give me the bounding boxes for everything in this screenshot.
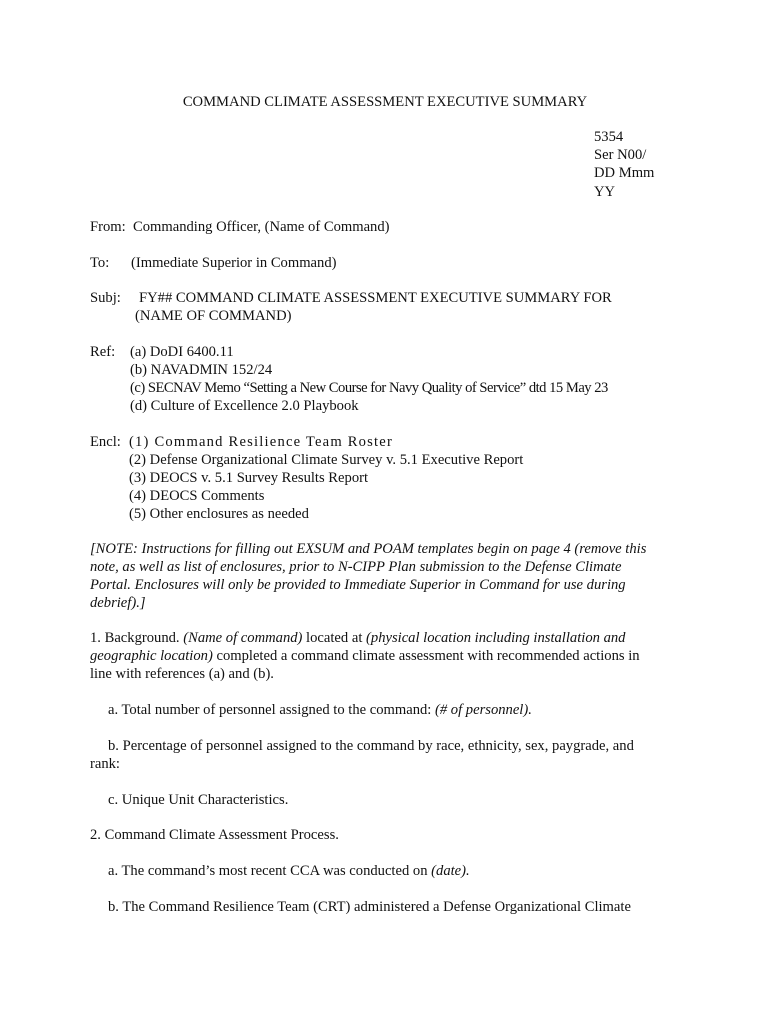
para-1-line-1 — [90, 629, 625, 647]
encl-label: Encl: — [90, 434, 121, 450]
subj-line-2: (NAME OF COMMAND) — [135, 308, 292, 324]
location-placeholder: (physical location including installation and — [366, 630, 626, 646]
subj-line-1: FY## COMMAND CLIMATE ASSESSMENT EXECUTIVE SUMMARY FOR — [139, 290, 612, 306]
note-line: debrief).] — [90, 595, 146, 611]
para-2a — [108, 862, 470, 880]
para-1a — [108, 701, 532, 719]
para-2b: b. The Command Resilience Team (CRT) administered a Defense Organizational Climate — [108, 899, 631, 915]
note-line: Portal. Enclosures will only be provided to Immediate Superior in Command for use during — [90, 577, 626, 593]
personnel-count-placeholder: (# of personnel). — [435, 702, 532, 718]
from-value: Commanding Officer, (Name of Command) — [133, 219, 390, 235]
subj-label: Subj: — [90, 290, 121, 306]
encl-item: (4) DEOCS Comments — [129, 488, 265, 504]
note-line: [NOTE: Instructions for filling out EXSUM and POAM templates begin on page 4 (remove this — [90, 541, 647, 557]
encl-item: (2) Defense Organizational Climate Survey v. 5.1 Executive Report — [129, 452, 524, 468]
ref-item: (a) DoDI 6400.11 — [130, 344, 234, 360]
date-day-month: DD Mmm — [594, 165, 655, 181]
from-label: From: — [90, 219, 126, 235]
command-name-placeholder: (Name of command) — [183, 630, 303, 646]
date-year: YY — [594, 184, 616, 200]
to-value: (Immediate Superior in Command) — [131, 255, 337, 271]
para-1a-text: a. Total number of personnel assigned to the command: — [108, 702, 435, 718]
para-2-heading: 2. Command Climate Assessment Process. — [90, 827, 339, 843]
note-line: note, as well as list of enclosures, prior to N-CIPP Plan submission to the Defense Climate — [90, 559, 622, 575]
ref-item: (d) Culture of Excellence 2.0 Playbook — [130, 398, 359, 414]
para-1b-line-1: b. Percentage of personnel assigned to the command by race, ethnicity, sex, paygrade, and — [108, 738, 634, 754]
document-title: COMMAND CLIMATE ASSESSMENT EXECUTIVE SUMMARY — [182, 94, 588, 110]
location-placeholder-cont: geographic location) — [90, 648, 213, 664]
para-1-heading: 1. Background. — [90, 630, 184, 646]
para-1-text-cont: completed a command climate assessment with recommended actions in — [212, 648, 640, 664]
serial-number: Ser N00/ — [594, 147, 647, 163]
ref-item: (c) SECNAV Memo “Setting a New Course for Navy Quality of Service” dtd 15 May 23 — [130, 380, 608, 396]
to-label: To: — [90, 255, 110, 271]
encl-item: (5) Other enclosures as needed — [129, 506, 309, 522]
ssic-code: 5354 — [594, 129, 624, 145]
para-1-text: located at — [302, 630, 367, 646]
encl-item: (1) Command Resilience Team Roster — [129, 434, 394, 450]
para-1-line-3: line with references (a) and (b). — [90, 666, 274, 682]
para-1c: c. Unique Unit Characteristics. — [108, 792, 289, 808]
date-placeholder: (date). — [431, 863, 470, 879]
para-2a-text: a. The command’s most recent CCA was conducted on — [108, 863, 432, 879]
ref-item: (b) NAVADMIN 152/24 — [130, 362, 273, 378]
para-1b-line-2: rank: — [90, 756, 120, 772]
para-1-line-2 — [90, 647, 640, 665]
ref-label: Ref: — [90, 344, 116, 360]
encl-item: (3) DEOCS v. 5.1 Survey Results Report — [129, 470, 369, 486]
